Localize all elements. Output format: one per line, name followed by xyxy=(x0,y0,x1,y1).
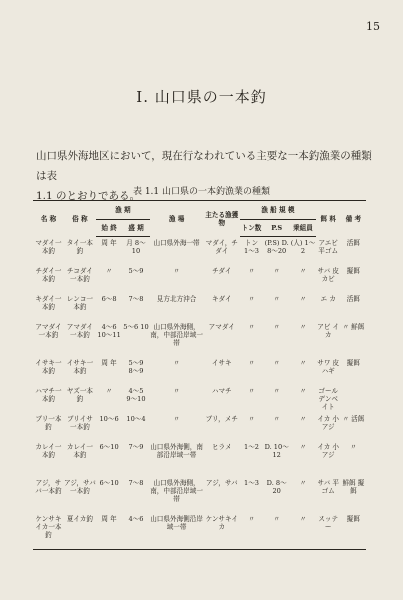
intro-line-1: 山口県外海地区において，現在行なわれている主要な一本釣漁業の種類は表 xyxy=(36,150,372,182)
cell-start: 〃 xyxy=(105,387,113,395)
cell-crew: 〃 xyxy=(290,513,315,550)
cell-crew: 〃 xyxy=(299,387,307,395)
cell-name: チダイ一本釣 xyxy=(35,267,62,283)
cell-ps: 〃 xyxy=(263,513,290,550)
table-caption: 表 1.1 山口県の一本釣漁業の種類 xyxy=(132,187,271,197)
header-boat-crew: 乗組員 xyxy=(290,220,315,237)
cell-remarks xyxy=(341,385,366,413)
cell-ton: 〃 xyxy=(248,323,255,331)
cell-catch: チダイ xyxy=(212,267,232,275)
cell-catch: アマダイ xyxy=(208,323,235,331)
cell-peak: 4〜6 xyxy=(122,513,149,550)
cell-peak: 5〜9 xyxy=(128,267,144,275)
cell-remarks: 擬餌 xyxy=(346,359,360,367)
header-season-start: 始 終 xyxy=(96,220,122,237)
header-ground: 漁 場 xyxy=(150,201,204,237)
cell-ton: 〃 xyxy=(248,267,255,275)
cell-start: 6〜8 xyxy=(101,295,117,303)
cell-name: アジ，サバ一本釣 xyxy=(35,479,62,495)
cell-ground: 〃 xyxy=(173,267,180,275)
cell-ground: 山口県外海側，南，中部沿岸域一帯 xyxy=(150,323,203,347)
table-row xyxy=(33,357,366,385)
cell-remarks: 〃 鮮餌 xyxy=(342,323,365,331)
cell-catch: アジ，サバ xyxy=(205,479,238,487)
cell-catch: ケンサキイカ xyxy=(203,513,240,550)
cell-name: キダイ一本釣 xyxy=(35,295,62,311)
cell-name: マダイ一本釣 xyxy=(35,238,62,255)
cell-name: イサキ一本釣 xyxy=(35,359,62,375)
cell-ps: 〃 xyxy=(273,323,280,331)
cell-bait: エ カ xyxy=(320,295,336,303)
cell-crew: 〃 xyxy=(299,267,307,275)
cell-ps: 〃 xyxy=(273,387,280,395)
cell-common: カレイ一本釣 xyxy=(66,443,93,459)
cell-peak: 月 8〜10 xyxy=(126,239,146,255)
cell-start: 10〜6 xyxy=(99,415,119,423)
cell-ps: 〃 xyxy=(273,267,280,275)
cell-crew: 〃 xyxy=(299,295,307,303)
table-row xyxy=(33,477,366,513)
cell-remarks: 〃 活餌 xyxy=(342,415,365,423)
cell-common: イサキ一本釣 xyxy=(66,359,94,375)
cell-ton: トン 1〜3 xyxy=(244,239,259,255)
table-row xyxy=(33,293,366,321)
cell-bait: サワ 皮ハギ xyxy=(317,359,340,375)
cell-crew: (人) 1〜2 xyxy=(290,239,316,255)
cell-bait: イカ 小アジ xyxy=(317,415,340,431)
cell-bait: アビ イカ xyxy=(317,323,340,339)
cell-ton: 〃 xyxy=(240,513,263,550)
cell-name: ハマチ一本釣 xyxy=(35,387,62,403)
cell-peak: 7〜8 xyxy=(128,479,144,487)
header-boat-ps: P.S xyxy=(263,220,290,237)
cell-ps: 〃 xyxy=(273,359,280,367)
cell-bait: サバ 平ゴム xyxy=(317,479,339,495)
cell-common: 夏イカ釣 xyxy=(64,513,96,550)
cell-ton: 〃 xyxy=(248,359,255,367)
cell-bait: サバ 皮カビ xyxy=(317,267,339,283)
cell-start: 6〜10 xyxy=(99,443,119,451)
cell-crew: 〃 xyxy=(299,359,307,367)
cell-peak: 4〜5 9〜10 xyxy=(126,387,146,403)
cell-ground: 山口県外海側，南部沿岸域一帯 xyxy=(150,443,203,459)
intro-line-2: 1.1 のとおりである。 xyxy=(36,190,141,202)
cell-crew: 〃 xyxy=(299,323,307,331)
table-row xyxy=(33,441,366,477)
cell-peak: 5〜9 8〜9 xyxy=(128,359,144,375)
intro-paragraph xyxy=(36,146,376,206)
cell-catch: ヒラメ xyxy=(211,443,232,451)
cell-remarks: 擬餌 xyxy=(341,513,366,550)
table-row xyxy=(33,237,366,266)
cell-name: ブリ一本釣 xyxy=(35,415,62,431)
cell-peak: 7〜8 xyxy=(128,295,144,303)
cell-ton: 〃 xyxy=(248,387,255,395)
cell-crew: 〃 xyxy=(299,479,307,487)
cell-common: タイ一本釣 xyxy=(66,238,94,255)
cell-peak: 10〜4 xyxy=(126,415,146,423)
cell-ps: D. 8〜20 xyxy=(266,479,287,495)
cell-name: アマダイ一本釣 xyxy=(35,323,62,339)
cell-ton: 1〜2 xyxy=(244,443,259,451)
cell-peak: 5〜6 10 xyxy=(123,323,149,331)
cell-ground: 見方北方沖合 xyxy=(156,295,197,303)
cell-ps: 〃 xyxy=(273,415,280,423)
cell-bait: アエビ 平ゴム xyxy=(318,238,339,255)
cell-start: 4〜6 10〜11 xyxy=(97,323,121,339)
cell-bait: ゴール デンベイト xyxy=(318,387,339,411)
cell-common: ヤズ一本釣 xyxy=(66,387,94,403)
cell-ton: 1〜3 xyxy=(244,479,259,487)
header-catch: 主たる漁獲物 xyxy=(203,201,240,237)
cell-common: レンコ一本釣 xyxy=(66,295,94,311)
cell-remarks: 鮮餌 擬餌 xyxy=(342,479,365,495)
header-boat-ton: トン数 xyxy=(240,220,263,237)
cell-ton: 〃 xyxy=(248,415,255,423)
cell-common: チコダイ一本釣 xyxy=(66,267,93,283)
cell-ground: 山口県外海側，南，中部沿岸域一帯 xyxy=(150,479,203,503)
cell-ton: 〃 xyxy=(248,295,255,303)
page-number: 15 xyxy=(366,20,380,33)
cell-catch: マダイ，チダイ xyxy=(205,238,238,255)
cell-remarks: 〃 xyxy=(350,443,357,451)
table-row xyxy=(33,413,366,441)
cell-common: ブリイサ一本釣 xyxy=(66,415,93,431)
cell-bait: イカ 小アジ xyxy=(317,443,340,459)
cell-catch: ブリ，メチ xyxy=(205,415,238,423)
cell-common: アジ，サバ一本釣 xyxy=(64,479,96,495)
header-boat: 漁 船 規 模 xyxy=(240,201,316,220)
cell-start: 〃 xyxy=(105,267,113,275)
cell-ps: 〃 xyxy=(273,295,280,303)
cell-catch: ハマチ xyxy=(211,387,232,395)
cell-ground: 〃 xyxy=(173,387,180,395)
header-season: 漁 期 xyxy=(96,201,150,220)
cell-name: カレイ一本釣 xyxy=(35,443,62,459)
cell-ps: D. 10〜12 xyxy=(264,443,289,459)
cell-catch: イサキ xyxy=(211,359,232,367)
cell-peak: 7〜9 xyxy=(128,443,144,451)
cell-crew: 〃 xyxy=(299,443,307,451)
cell-name: ケンサキイカ一本釣 xyxy=(33,513,64,550)
cell-start: 6〜10 xyxy=(99,479,119,487)
table-row xyxy=(33,265,366,293)
cell-remarks: 活餌 xyxy=(346,295,360,303)
fishing-types-table xyxy=(33,200,366,550)
cell-ground: 〃 xyxy=(173,415,180,423)
header-common-name: 俗 称 xyxy=(64,201,96,237)
header-name: 名 称 xyxy=(33,201,64,237)
cell-start: 周 年 xyxy=(96,513,122,550)
cell-remarks: 活餌 xyxy=(346,238,360,247)
cell-ground: 山口県外海側沿岸域一帯 xyxy=(150,513,204,550)
header-remarks: 備 考 xyxy=(341,201,366,237)
cell-start: 周 年 xyxy=(101,239,117,247)
cell-common: アマダイ一本釣 xyxy=(66,323,94,339)
cell-start: 周 年 xyxy=(101,359,117,367)
cell-crew: 〃 xyxy=(299,415,307,423)
table-row xyxy=(33,513,366,550)
header-season-peak: 盛 期 xyxy=(122,220,149,237)
cell-remarks: 擬餌 xyxy=(346,267,360,275)
section-title: I. 山口県の一本釣 xyxy=(136,88,267,106)
cell-ground: 〃 xyxy=(173,359,180,367)
header-bait: 餌 料 xyxy=(316,201,341,237)
cell-ps: (P.S) D. 8〜20 xyxy=(264,239,289,255)
table-row xyxy=(33,321,366,357)
cell-bait: スッテー xyxy=(316,513,341,550)
cell-catch: キダイ xyxy=(211,295,232,303)
table-row xyxy=(33,385,366,413)
cell-ground: 山口県外海一帯 xyxy=(153,238,200,247)
